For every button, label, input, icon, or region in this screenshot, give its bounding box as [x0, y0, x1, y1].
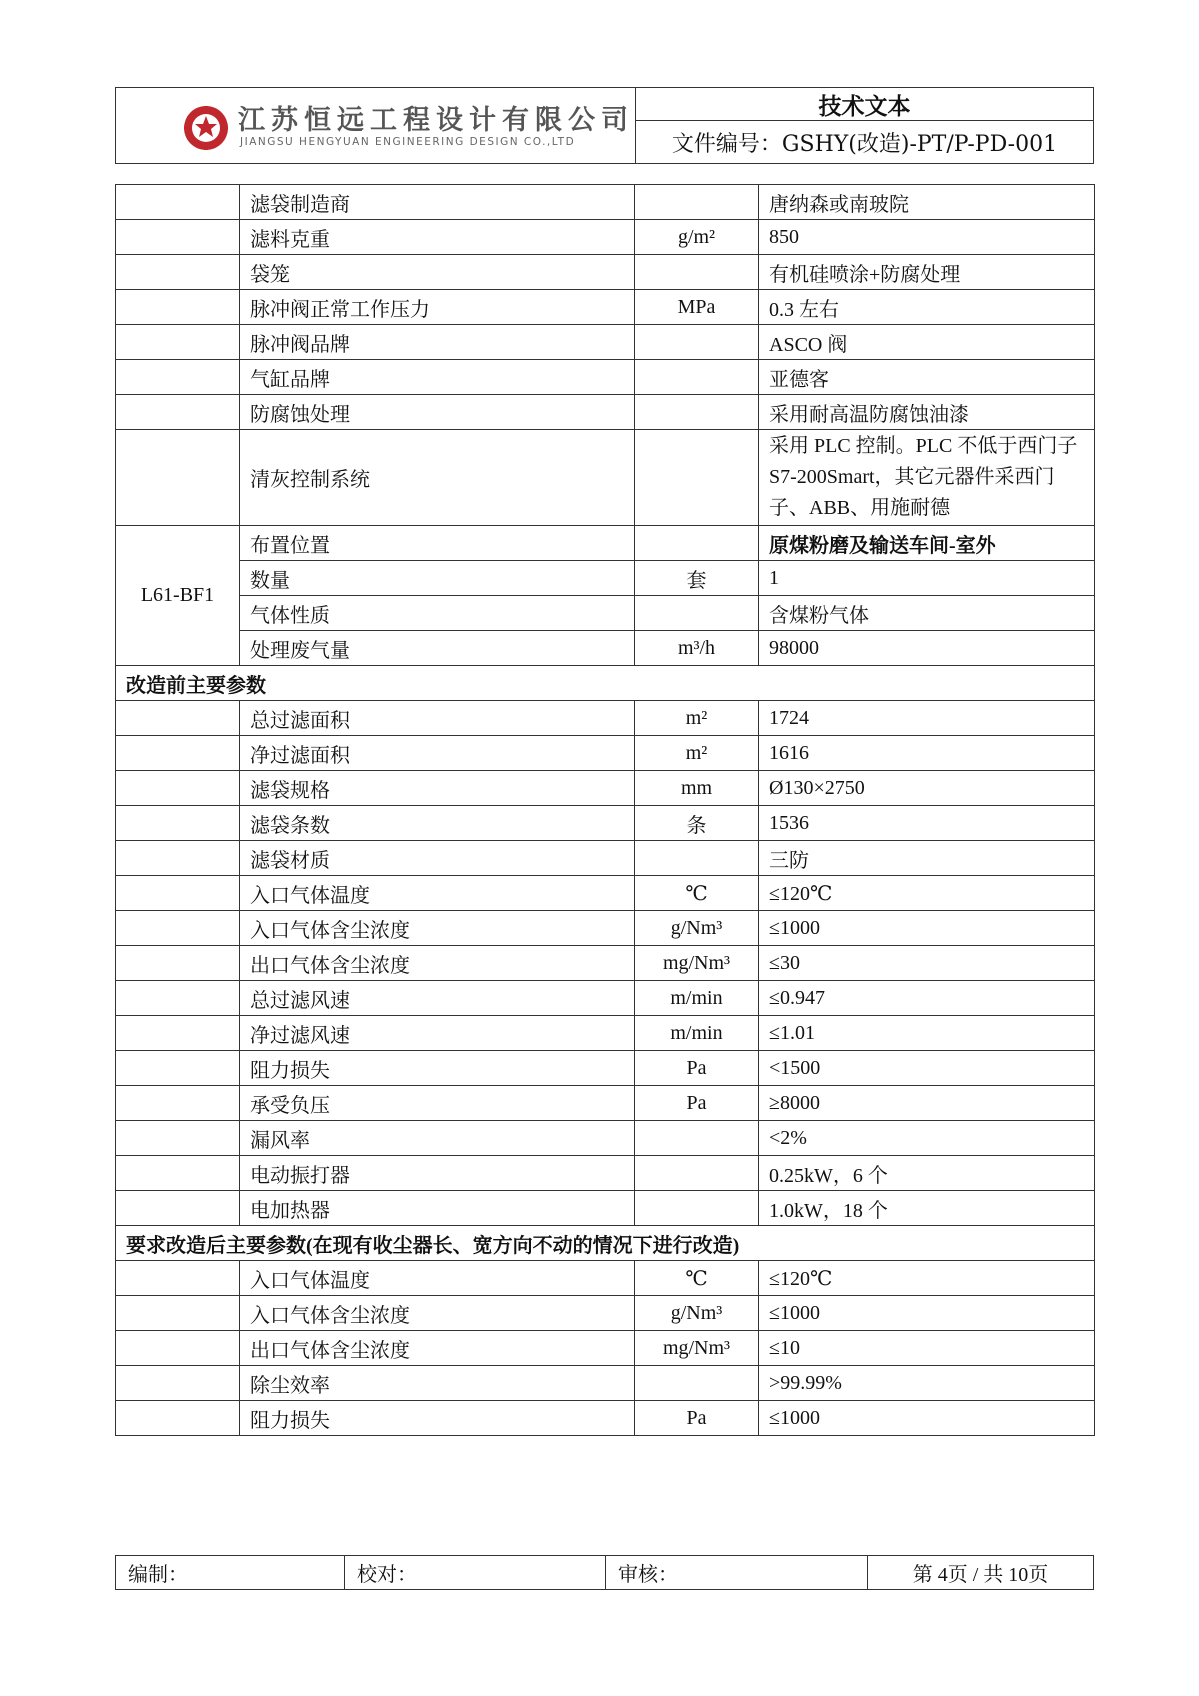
before-rows: [116, 701, 1095, 1226]
param-unit: [635, 255, 759, 290]
param-value: 有机硅喷涂+防腐处理: [759, 255, 1095, 290]
table-row: [116, 561, 1095, 596]
param-unit: m²: [635, 701, 759, 736]
table-row: [116, 1051, 1095, 1086]
param-name: 净过滤风速: [240, 1016, 635, 1051]
param-name: 清灰控制系统: [240, 430, 635, 526]
table-row: [116, 1016, 1095, 1051]
param-name: 承受负压: [240, 1086, 635, 1121]
table-row: [116, 290, 1095, 325]
param-value: 98000: [759, 631, 1095, 666]
param-unit: mg/Nm³: [635, 946, 759, 981]
group-cell: [116, 360, 240, 395]
section-title-before: 改造前主要参数: [116, 666, 1095, 701]
param-unit: [635, 430, 759, 526]
group-cell: [116, 1191, 240, 1226]
table-row: [116, 1296, 1095, 1331]
group-cell: [116, 1331, 240, 1366]
table-row: [116, 911, 1095, 946]
param-value: 采用 PLC 控制。PLC 不低于西门子 S7-200Smart，其它元器件采西门子、ABB、用施耐德: [759, 430, 1095, 526]
table-row: [116, 1121, 1095, 1156]
param-value: 0.25kW，6 个: [759, 1156, 1095, 1191]
param-value: ≤1000: [759, 911, 1095, 946]
param-value: >99.99%: [759, 1366, 1095, 1401]
group-cell: [116, 876, 240, 911]
table-row: [116, 981, 1095, 1016]
signoff-footer: [115, 1555, 1094, 1590]
page-number: 第 4页 / 共 10页: [912, 1564, 1049, 1586]
group-cell: [116, 1121, 240, 1156]
table-row: [116, 1086, 1095, 1121]
param-name: 气缸品牌: [240, 360, 635, 395]
param-value: 1536: [759, 806, 1095, 841]
param-unit: [635, 1191, 759, 1226]
group-cell: [116, 1401, 240, 1436]
param-value: 唐纳森或南玻院: [759, 185, 1095, 220]
param-name: 滤袋条数: [240, 806, 635, 841]
param-unit: [635, 395, 759, 430]
param-value: 1: [759, 561, 1095, 596]
group-cell: [116, 185, 240, 220]
param-unit: ℃: [635, 876, 759, 911]
param-unit: g/Nm³: [635, 1296, 759, 1331]
table-row: [116, 1191, 1095, 1226]
group-cell: [116, 841, 240, 876]
param-unit: ℃: [635, 1261, 759, 1296]
param-unit: Pa: [635, 1086, 759, 1121]
param-name: 总过滤面积: [240, 701, 635, 736]
param-unit: [635, 596, 759, 631]
group-cell: [116, 325, 240, 360]
table-row: [116, 876, 1095, 911]
table-row: [116, 220, 1095, 255]
param-name: 电动振打器: [240, 1156, 635, 1191]
param-value: ≤1000: [759, 1401, 1095, 1436]
table-row: [116, 1366, 1095, 1401]
param-name: 出口气体含尘浓度: [240, 946, 635, 981]
group-cell: [116, 255, 240, 290]
group-cell: [116, 395, 240, 430]
param-unit: [635, 841, 759, 876]
table-row: [116, 946, 1095, 981]
param-name: 阻力损失: [240, 1051, 635, 1086]
group-cell: [116, 771, 240, 806]
after-rows: [116, 1261, 1095, 1436]
group-cell: [116, 220, 240, 255]
table-row: [116, 1401, 1095, 1436]
group-cell: [116, 736, 240, 771]
table-row: [116, 1331, 1095, 1366]
param-name: 出口气体含尘浓度: [240, 1331, 635, 1366]
param-value: 三防: [759, 841, 1095, 876]
param-unit: Pa: [635, 1401, 759, 1436]
param-value: 原煤粉磨及输送车间-室外: [759, 526, 1095, 561]
param-value: ≤120℃: [759, 1261, 1095, 1296]
param-unit: [635, 325, 759, 360]
group-cell: [116, 1016, 240, 1051]
param-name: 防腐蚀处理: [240, 395, 635, 430]
param-name: 滤袋规格: [240, 771, 635, 806]
param-unit: [635, 360, 759, 395]
table-row: [116, 325, 1095, 360]
company-name-cn: 江苏恒远工程设计有限公司: [238, 105, 634, 136]
document-header: [115, 87, 1094, 164]
group-cell: [116, 981, 240, 1016]
group-cell: [116, 1156, 240, 1191]
param-name: 滤料克重: [240, 220, 635, 255]
table-row: [116, 395, 1095, 430]
param-unit: [635, 185, 759, 220]
param-value: 1.0kW，18 个: [759, 1191, 1095, 1226]
param-unit: g/Nm³: [635, 911, 759, 946]
param-name: 电加热器: [240, 1191, 635, 1226]
param-name: 总过滤风速: [240, 981, 635, 1016]
param-value: 亚德客: [759, 360, 1095, 395]
table-row: [116, 1261, 1095, 1296]
param-name: 漏风率: [240, 1121, 635, 1156]
file-number: 文件编号：GSHY(改造)-PT/P-PD-001: [671, 131, 1058, 157]
group-cell: [116, 701, 240, 736]
table-row: [116, 596, 1095, 631]
param-value: 1616: [759, 736, 1095, 771]
param-value: ASCO 阀: [759, 325, 1095, 360]
parameter-table: [115, 184, 1095, 1436]
table-row: [116, 360, 1095, 395]
company-logo-block: [116, 88, 636, 163]
param-unit: m³/h: [635, 631, 759, 666]
param-value: ≤30: [759, 946, 1095, 981]
param-name: 阻力损失: [240, 1401, 635, 1436]
compiled-by-field: 编制：: [116, 1556, 345, 1589]
param-value: 0.3 左右: [759, 290, 1095, 325]
group-cell: [116, 1366, 240, 1401]
company-logo-icon: [182, 104, 230, 152]
table-row: [116, 841, 1095, 876]
table-row: [116, 185, 1095, 220]
group-cell: [116, 1296, 240, 1331]
param-value: 850: [759, 220, 1095, 255]
param-name: 入口气体温度: [240, 876, 635, 911]
group-cell: [116, 911, 240, 946]
section-header-row: [116, 1226, 1095, 1261]
param-unit: 条: [635, 806, 759, 841]
company-name-en: JIANGSU HENGYUAN ENGINEERING DESIGN CO.,LTD: [240, 136, 576, 148]
param-value: ≤0.947: [759, 981, 1095, 1016]
param-name: 处理废气量: [240, 631, 635, 666]
param-value: ≤120℃: [759, 876, 1095, 911]
param-value: 1724: [759, 701, 1095, 736]
param-value: <2%: [759, 1121, 1095, 1156]
group-cell: [116, 290, 240, 325]
param-value: ≤10: [759, 1331, 1095, 1366]
param-unit: 套: [635, 561, 759, 596]
param-name: 滤袋材质: [240, 841, 635, 876]
group-cell: [116, 806, 240, 841]
param-name: 滤袋制造商: [240, 185, 635, 220]
param-name: 脉冲阀正常工作压力: [240, 290, 635, 325]
param-unit: mm: [635, 771, 759, 806]
param-name: 气体性质: [240, 596, 635, 631]
document-info: [636, 88, 1093, 163]
equipment-id: L61-BF1: [116, 526, 240, 666]
param-name: 脉冲阀品牌: [240, 325, 635, 360]
param-value: ≤1.01: [759, 1016, 1095, 1051]
table-row: [116, 1156, 1095, 1191]
param-unit: g/m²: [635, 220, 759, 255]
param-name: 净过滤面积: [240, 736, 635, 771]
table-row: [116, 255, 1095, 290]
param-name: 袋笼: [240, 255, 635, 290]
group-cell: [116, 430, 240, 526]
checked-by-field: 校对：: [345, 1556, 606, 1589]
param-unit: [635, 526, 759, 561]
table-row: [116, 736, 1095, 771]
reviewed-by-field: 审核：: [606, 1556, 868, 1589]
table-row: [116, 631, 1095, 666]
section-header-row: [116, 666, 1095, 701]
table-row: [116, 771, 1095, 806]
section-title-after: 要求改造后主要参数(在现有收尘器长、宽方向不动的情况下进行改造): [116, 1226, 1095, 1261]
param-name: 除尘效率: [240, 1366, 635, 1401]
param-value: <1500: [759, 1051, 1095, 1086]
param-unit: MPa: [635, 290, 759, 325]
param-unit: Pa: [635, 1051, 759, 1086]
group-cell: [116, 946, 240, 981]
group-cell: [116, 1086, 240, 1121]
param-name: 入口气体含尘浓度: [240, 911, 635, 946]
table-row: [116, 526, 1095, 561]
param-unit: m²: [635, 736, 759, 771]
param-unit: m/min: [635, 1016, 759, 1051]
table-row: [116, 430, 1095, 526]
document-type: 技术文本: [636, 88, 1093, 121]
param-name: 入口气体含尘浓度: [240, 1296, 635, 1331]
param-value: 采用耐高温防腐蚀油漆: [759, 395, 1095, 430]
param-unit: m/min: [635, 981, 759, 1016]
group-cell: [116, 1051, 240, 1086]
param-value: ≤1000: [759, 1296, 1095, 1331]
param-value: 含煤粉气体: [759, 596, 1095, 631]
param-name: 布置位置: [240, 526, 635, 561]
param-value: ≥8000: [759, 1086, 1095, 1121]
param-name: 数量: [240, 561, 635, 596]
table-row: [116, 701, 1095, 736]
param-unit: [635, 1156, 759, 1191]
param-unit: [635, 1366, 759, 1401]
param-unit: [635, 1121, 759, 1156]
table-row: [116, 806, 1095, 841]
param-name: 入口气体温度: [240, 1261, 635, 1296]
group-cell: [116, 1261, 240, 1296]
param-unit: mg/Nm³: [635, 1331, 759, 1366]
param-value: Ø130×2750: [759, 771, 1095, 806]
